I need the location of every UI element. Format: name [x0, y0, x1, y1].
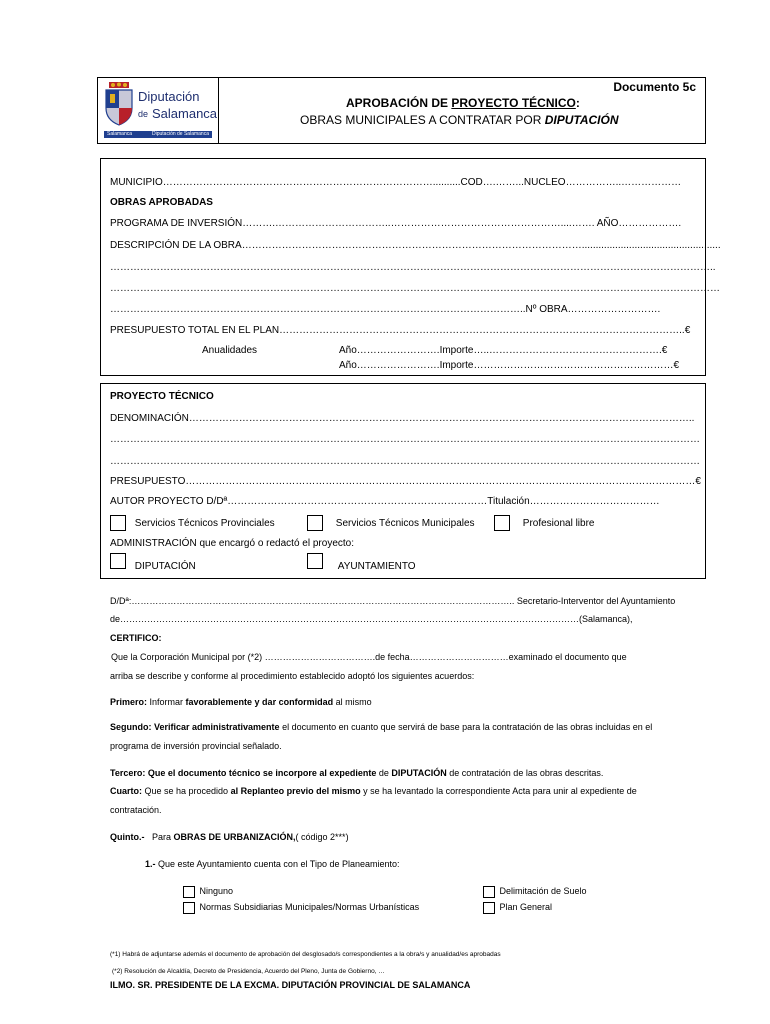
anualidad-line-2[interactable]: Año…………………….Importe……………………………………………………€ [339, 360, 680, 371]
n-obra-field[interactable]: ……………………………………………………………………………………………………………..Nº OBRA………………………. [110, 304, 661, 315]
checkbox-delimitacion[interactable] [483, 886, 587, 898]
quinto-text-c: ( código 2***) [295, 832, 349, 842]
quinto-paragraph [110, 832, 349, 842]
checkbox-square[interactable] [110, 553, 126, 569]
logo-strip-left: Salamanca [107, 131, 133, 137]
primero-text-a: Informar [147, 697, 186, 707]
descripcion-line-1[interactable]: ……………………………………………………………………………………………………………………………………………………………….. [110, 262, 716, 273]
cuarto-label: Cuarto: [110, 786, 142, 796]
primero-text-c: al mismo [333, 697, 372, 707]
checkbox-square[interactable] [110, 515, 126, 531]
quinto-text-b: OBRAS DE URBANIZACIÓN, [173, 832, 296, 842]
document-number: Documento 5c [613, 80, 696, 94]
tercero-label: Tercero: Que el documento técnico se incorpore al expediente [110, 768, 377, 778]
tercero-text-c: de contratación de las obras descritas. [446, 768, 604, 778]
primero-label: Primero: [110, 697, 148, 707]
segundo-paragraph [110, 718, 698, 756]
tercero-text-b: DIPUTACIÓN [391, 768, 447, 778]
cuarto-text-a: Que se ha procedido [142, 786, 231, 796]
footnote-1: (*1) Habrá de adjuntarse además el documento de aprobación del desglosado/s correspondientes a la obra/s y anualidad/es aprobadas [110, 951, 501, 958]
segundo-text-a: el documento en cuanto que servirá de base para la contratación de las obras incluidas en el [279, 722, 653, 732]
municipio-field[interactable]: MUNICIPIO………………………………………………………………………..........COD….……...NUCLEO……………..……………… [110, 177, 682, 188]
checkbox-delimitacion-label: Delimitación de Suelo [499, 886, 587, 897]
checkbox-square[interactable] [483, 902, 495, 914]
checkbox-diputacion[interactable] [110, 553, 196, 572]
denominacion-line-1[interactable]: …………………………………………………………………………………………………………………………………………………………… [110, 434, 700, 445]
checkbox-ayuntamiento-label: AYUNTAMIENTO [337, 560, 416, 572]
checkbox-ninguno[interactable] [183, 886, 233, 898]
cuarto-text-c: y se ha levantado la correspondiente Acta para unir al expediente de [360, 786, 637, 796]
item-1-number: 1.- [145, 859, 156, 869]
checkbox-libre-label: Profesional libre [522, 517, 595, 529]
page-subtitle [300, 113, 619, 127]
presupuesto-field[interactable]: PRESUPUESTO………………………………………………………………………………………………………………………………………€ [110, 476, 701, 487]
checkbox-ninguno-label: Ninguno [199, 886, 234, 897]
denominacion-field[interactable]: DENOMINACIÓN…………………………………………………………………………………………………………………………………….. [110, 413, 695, 424]
primero-paragraph [110, 693, 698, 712]
checkbox-provinciales-label: Servicios Técnicos Provinciales [134, 517, 275, 529]
dd-line[interactable]: D/Dª:……………………………………………………………………………………………………………….. Secretario-Interventor del Ayuntamiento [110, 596, 676, 606]
title-colon: : [575, 96, 580, 110]
checkbox-square[interactable] [483, 886, 495, 898]
proyecto-heading: PROYECTO TÉCNICO [110, 391, 214, 402]
header-divider [218, 77, 219, 144]
checkbox-plan-label: Plan General [499, 902, 553, 913]
title-underlined: PROYECTO TÉCNICO [451, 96, 576, 110]
que-line[interactable]: Que la Corporación Municipal por (*2) ……………………………….de fecha……………………………examinado el documento que [111, 652, 627, 662]
arriba-line: arriba se describe y conforme al procedimiento establecido adoptó los siguientes acuerdos: [110, 671, 475, 681]
checkbox-diputacion-label: DIPUTACIÓN [134, 560, 196, 572]
checkbox-square[interactable] [494, 515, 510, 531]
footnote-2: (*2) Resolución de Alcaldía, Decreto de Presidencia, Acuerdo del Pleno, Junta de Gobierno, … [112, 968, 385, 975]
item-1-text: Que este Ayuntamiento cuenta con el Tipo de Planeamiento: [155, 859, 400, 869]
checkbox-municipales[interactable] [307, 515, 475, 531]
segundo-label: Segundo: Verificar administrativamente [110, 722, 280, 732]
checkbox-normas-label: Normas Subsidiarias Municipales/Normas Urbanísticas [199, 902, 420, 913]
certifico-heading: CERTIFICO: [110, 633, 162, 643]
logo-text-de: de [138, 109, 149, 119]
presupuesto-total-field[interactable]: PRESUPUESTO TOTAL EN EL PLAN…………………………………………………………………………………………………………..€ [110, 325, 691, 336]
checkbox-ayuntamiento[interactable] [307, 553, 416, 572]
checkbox-square[interactable] [307, 515, 323, 531]
checkbox-normas[interactable] [183, 902, 419, 914]
subtitle-emph: DIPUTACIÓN [544, 113, 619, 127]
checkbox-square[interactable] [183, 902, 195, 914]
tercero-paragraph [110, 764, 698, 783]
diputacion-logo [102, 82, 218, 139]
subtitle-prefix: OBRAS MUNICIPALES A CONTRATAR POR [300, 113, 542, 127]
primero-text-b: favorablemente y dar conformidad [185, 697, 334, 707]
denominacion-line-2[interactable]: …………………………………………………………………………………………………………………………………………………………… [110, 456, 700, 467]
obras-aprobadas-heading: OBRAS APROBADAS [110, 197, 213, 208]
logo-strip [104, 131, 212, 138]
page-title [346, 96, 580, 110]
cuarto-text-d: contratación. [110, 805, 162, 815]
programa-field[interactable]: PROGRAMA DE INVERSIÓN……….……………………………..……………………………………………....……. AÑO………………. [110, 218, 682, 229]
de-line[interactable]: de………………………………………………………………………………………………………………………………………(Salamanca), [110, 614, 633, 624]
administracion-label: ADMINISTRACIÓN que encargó o redactó el proyecto: [110, 538, 354, 549]
logo-text-salamanca: Salamanca [152, 106, 218, 121]
descripcion-field[interactable]: DESCRIPCIÓN DE LA OBRA………………………………………………………………………………………….................................................. [110, 240, 721, 251]
checkbox-municipales-label: Servicios Técnicos Municipales [335, 517, 475, 529]
cuarto-text-b: al Replanteo previo del mismo [230, 786, 361, 796]
title-prefix: APROBACIÓN DE [346, 96, 449, 110]
checkbox-square[interactable] [183, 886, 195, 898]
logo-strip-right: Diputación de Salamanca [152, 131, 209, 137]
quinto-label: Quinto.- [110, 832, 145, 842]
anualidades-label: Anualidades [202, 345, 258, 356]
quinto-text-a: Para [144, 832, 174, 842]
checkbox-libre[interactable] [494, 515, 595, 531]
segundo-text-b: programa de inversión provincial señalado. [110, 741, 282, 751]
checkbox-square[interactable] [307, 553, 323, 569]
logo-text-diputacion: Diputación [138, 89, 200, 104]
checkbox-plan[interactable] [483, 902, 552, 914]
descripcion-line-2[interactable]: ………………………………………………………………………………………………………………………………………………………………… [110, 283, 720, 294]
anualidad-line-1[interactable]: Año…………………….Importe…..…………………………………………….€ [339, 345, 668, 356]
addressee: ILMO. SR. PRESIDENTE DE LA EXCMA. DIPUTACIÓN PROVINCIAL DE SALAMANCA [110, 980, 471, 990]
tercero-text-a: de [376, 768, 392, 778]
checkbox-provinciales[interactable] [110, 515, 275, 531]
autor-field[interactable]: AUTOR PROYECTO D/Dª……………………………………………………………………Titulación………………………………… [110, 496, 660, 507]
cuarto-paragraph [110, 782, 698, 820]
item-1 [145, 859, 400, 869]
coat-of-arms-icon [104, 82, 134, 126]
